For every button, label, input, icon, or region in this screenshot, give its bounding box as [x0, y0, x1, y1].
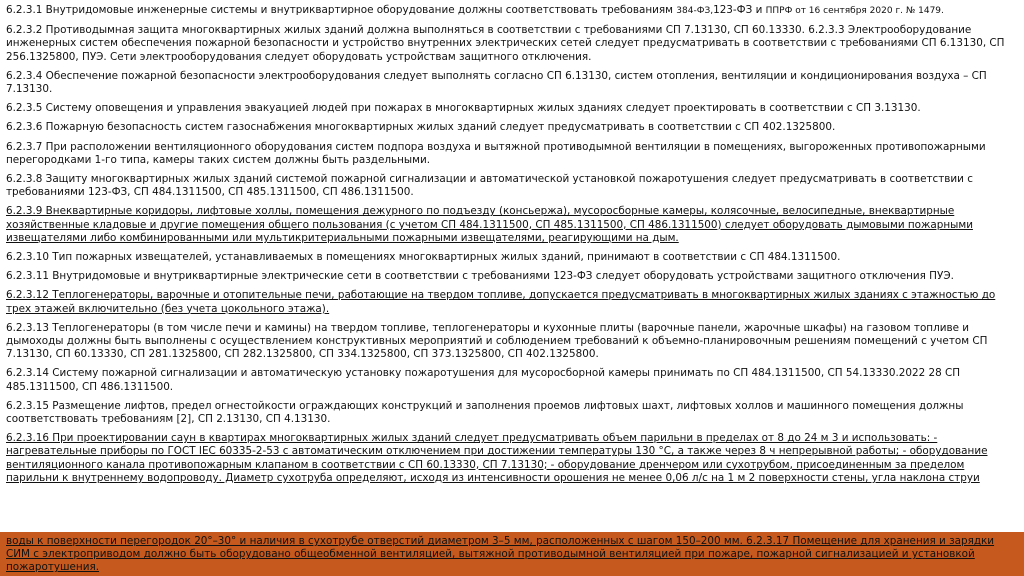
paragraph-6-2-3-10: 6.2.3.10 Тип пожарных извещателей, устанавливаемых в помещениях многоквартирных жилых зданий, принимают в соответствии с СП 484.1311500.	[6, 251, 841, 264]
paragraph-6-2-3-16: 6.2.3.16 При проектировании саун в квартирах многоквартирных жилых зданий следует предусматривать объем парильни в пределах от 8 до 24 м 3 и использовать: - нагревательные приборы по ГОСТ IEC 60335-2-53 с автоматическим отключением при достижении температуры 130 °C, а также через 8 ч непрерывной работы; - оборудование вентиляционного канала противопожарным клапаном в соответствии с СП 60.13330, СП 7.13130; - оборудование дренчером или сухотрубом, присоединенным за пределом парильни к внутреннему водопроводу. Диаметр сухотруба определяют, исходя из интенсивности орошения не менее 0,06 л/с на 1 м 2 поверхности стены, угла наклона струи	[6, 432, 988, 484]
document-body	[6, 4, 1018, 491]
law-384-fz: 384-ФЗ,	[676, 6, 714, 16]
paragraph-6-2-3-14: 6.2.3.14 Систему пожарной сигнализации и автоматическую установку пожаротушения для мусоросборной камеры принимать по СП 484.1311500, СП 54.13330.2022 28 СП 485.1311500, СП 486.1311500.	[6, 367, 961, 393]
paragraph-6-2-3-1	[6, 4, 1018, 18]
paragraph-6-2-3-13: 6.2.3.13 Теплогенераторы (в том числе печи и камины) на твердом топливе, теплогенераторы и кухонные плиты (варочные панели, жарочные шкафы) на газовом топливе и дымоходы должны быть выполнены с осуществлением конструктивных мероприятий и соблюдением требований к объемно-планировочным решениям помещений с учетом СП 7.13130, СП 60.13330, СП 281.1325800, СП 282.1325800, СП 334.1325800, СП 373.1325800, СП 402.1325800.	[6, 321, 988, 361]
paragraph-6-2-3-15: 6.2.3.15 Размещение лифтов, предел огнестойкости ограждающих конструкций и заполнения проемов лифтовых шахт, лифтовых холлов и машинного помещения должны соответствовать требованиям [2], СП 2.13130, СП 4.13130.	[6, 399, 964, 426]
law-123-fz: 123-ФЗ и	[713, 4, 766, 16]
paragraph-6-2-3-1-text: 6.2.3.1 Внутридомовые инженерные системы и внутриквартирное оборудование должны соответствовать требованиям	[6, 4, 677, 16]
paragraph-6-2-3-11: 6.2.3.11 Внутридомовые и внутриквартирные электрические сети в соответствии с требованиями 123-ФЗ следует оборудовать устройствами защитного отключения ПУЭ.	[6, 270, 954, 283]
paragraph-6-2-3-8: 6.2.3.8 Защиту многоквартирных жилых зданий системой пожарной сигнализации и автоматической установкой пожаротушения следует предусматривать в соответствии с требованиями 123-ФЗ, СП 484.1311500, СП 485.1311500, СП 486.1311500.	[6, 173, 973, 199]
paragraph-6-2-3-9: 6.2.3.9 Внеквартирные коридоры, лифтовые холлы, помещения дежурного по подъезду (консьержа), мусоросборные камеры, колясочные, велосипедные, внеквартирные хозяйственные кладовые и другие помещения общего пользования (с учетом СП 484.1311500, СП 485.1311500, СП 486.1311500) следует оборудовать дымовыми пожарными извещателями либо комбинированными или мультикритериальными пожарными извещателями, реагирующими на дым.	[6, 205, 973, 244]
paragraph-6-2-3-4: 6.2.3.4 Обеспечение пожарной безопасности электрооборудования следует выполнять согласно СП 6.13130, систем отопления, вентиляции и кондиционирования воздуха – СП 7.13130.	[6, 69, 987, 96]
paragraph-6-2-3-2: 6.2.3.2 Противодымная защита многоквартирных жилых зданий должна выполняться в соответствии с требованиями СП 7.13130, СП 60.13330. 6.2.3.3 Электрооборудование инженерных систем обеспечения пожарной безопасности и устройство внутренних электрических сетей следует предусматривать в соответствии с требованиями СП 6.13130, СП 256.1325800, ПУЭ. Сети электрооборудования следует оборудовать устройствам защитного отключения.	[6, 24, 1005, 63]
paragraph-6-2-3-16-continuation: воды к поверхности перегородок 20°–30° и наличия в сухотрубе отверстий диаметром 3–5 мм, расположенных с шагом 150–200 мм. 6.2.3.17 Помещение для хранения и зарядки СИМ с электроприводом должно быть оборудовано общеобменной вентиляцией, вытяжной противодымной вентиляцией при пожаре, пожарной сигнализацией и установкой пожаротушения.	[6, 535, 995, 574]
paragraph-6-2-3-5: 6.2.3.5 Систему оповещения и управления эвакуацией людей при пожарах в многоквартирных жилых зданиях следует проектировать в соответствии с СП 3.13130.	[6, 102, 921, 115]
ppfr-reference: ППРФ от 16 сентября 2020 г. № 1479.	[765, 6, 944, 16]
paragraph-6-2-3-7: 6.2.3.7 При расположении вентиляционного оборудования систем подпора воздуха и вытяжной противодымной вентиляции в помещениях, выгороженных противопожарными перегородками 1-го типа, камеры таких систем должны быть раздельными.	[6, 140, 986, 166]
paragraph-6-2-3-12: 6.2.3.12 Теплогенераторы, варочные и отопительные печи, работающие на твердом топливе, допускается предусматривать в многоквартирных жилых зданиях с этажностью до трех этажей включительно (без учета цокольного этажа).	[6, 289, 996, 315]
paragraph-6-2-3-6: 6.2.3.6 Пожарную безопасность систем газоснабжения многоквартирных жилых зданий следует предусматривать в соответствии с СП 402.1325800.	[6, 121, 836, 134]
